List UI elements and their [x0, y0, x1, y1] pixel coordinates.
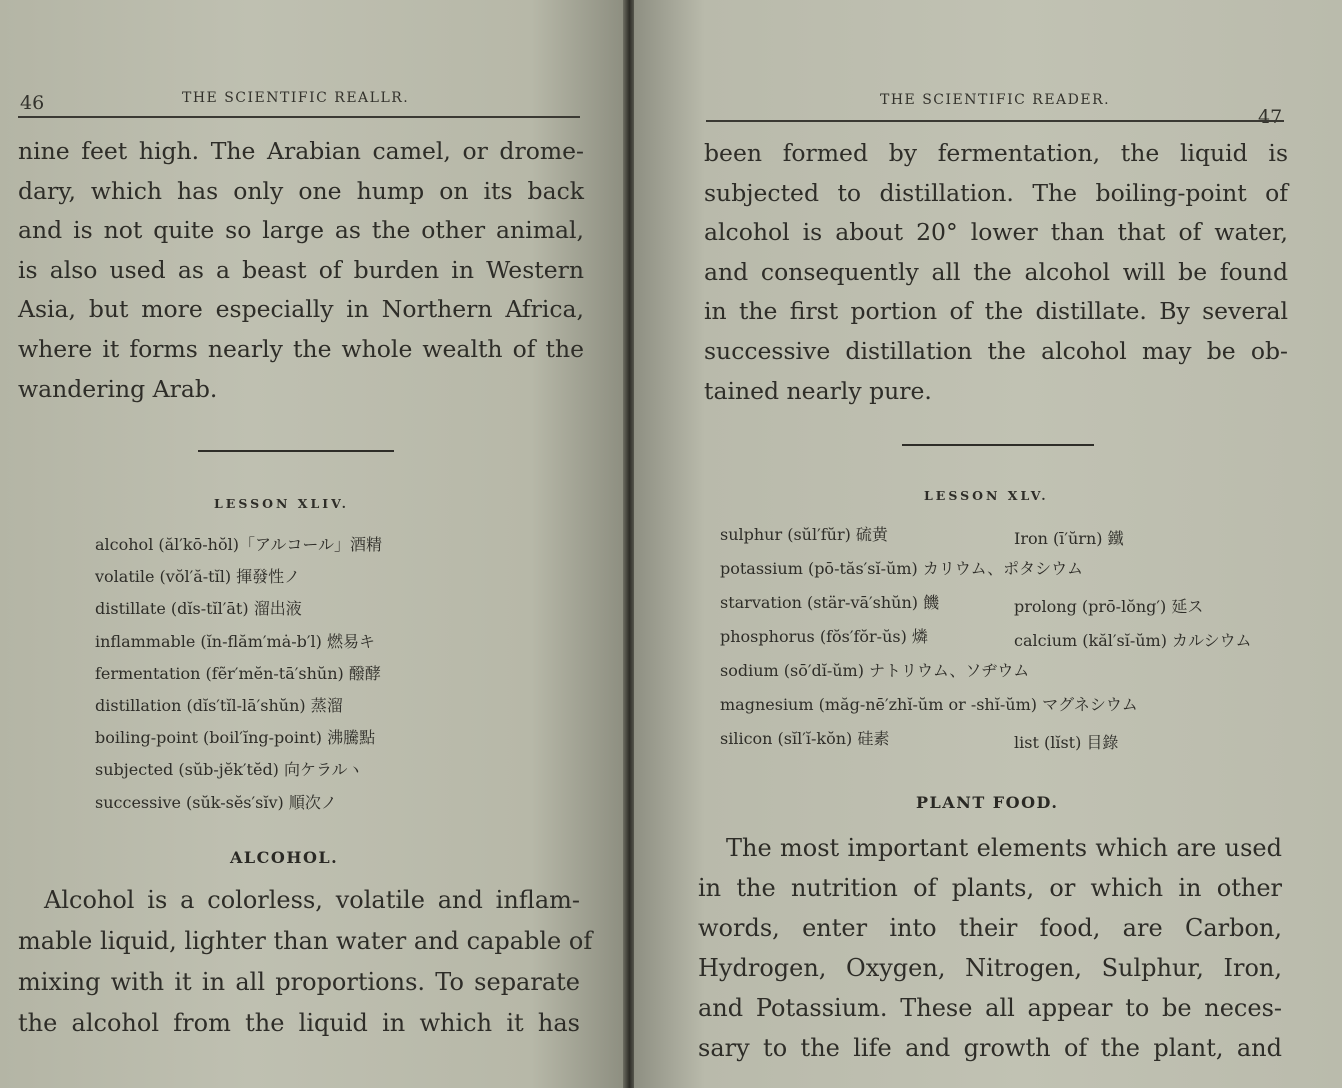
section-title: PLANT FOOD.	[916, 793, 1059, 812]
lesson-title: LESSON XLV.	[924, 488, 1049, 503]
vocab-item: Iron (ī′ŭrn) 鐵	[1014, 529, 1124, 548]
vocab-item: calcium (kăl′sĭ-ŭm) カルシウム	[1014, 631, 1252, 650]
text-line: and Potassium. These all appear to be neces-	[698, 994, 1282, 1022]
text-line: words, enter into their food, are Carbon,	[698, 914, 1282, 942]
paragraph-bottom	[18, 880, 593, 1044]
text-line: Asia, but more especially in Northern Africa,	[18, 295, 584, 324]
vocab-item: sodium (sō′dĭ-ŭm) ナトリウム、ソヂウム	[720, 661, 1030, 680]
text-line: alcohol is about 20° lower than that of water,	[704, 218, 1288, 247]
section-divider	[198, 450, 394, 452]
text-line: The most important elements which are used	[726, 834, 1282, 862]
right-page	[634, 0, 1342, 1088]
text-line: mable liquid, lighter than water and capable of	[18, 927, 593, 955]
left-page	[0, 0, 625, 1088]
vocab-item: starvation (stär-vā′shŭn) 饑	[720, 593, 940, 612]
vocab-item: distillate (dĭs-tĭl′āt) 溜出液	[95, 599, 302, 619]
paragraph-top	[18, 132, 584, 409]
header-rule	[18, 116, 580, 118]
text-line: is also used as a beast of burden in Western	[18, 255, 584, 284]
text-line: in the nutrition of plants, or which in other	[698, 874, 1282, 902]
text-line: mixing with it in all proportions. To separate	[18, 968, 580, 996]
text-line: successive distillation the alcohol may be ob-	[704, 336, 1288, 365]
vocab-item: potassium (pō-tăs′sĭ-ŭm) カリウム、ポタシウム	[720, 559, 1083, 578]
section-title: ALCOHOL.	[230, 848, 339, 867]
vocabulary-grid	[720, 522, 1300, 762]
vocab-item: phosphorus (fŏs′fŏr-ŭs) 燐	[720, 627, 928, 646]
vocab-item: inflammable (ĭn-flăm′mȧ-b′l) 燃易キ	[95, 631, 375, 651]
lesson-title: LESSON XLIV.	[214, 496, 349, 511]
vocab-item: alcohol (ăl′kō-hŏl)「アルコール」酒精	[95, 535, 382, 554]
vocab-item: volatile (vŏl′ă-tĭl) 揮發性ノ	[95, 567, 301, 587]
text-line: sary to the life and growth of the plant, and	[698, 1034, 1282, 1062]
text-line: tained nearly pure.	[704, 376, 932, 405]
text-line: dary, which has only one hump on its back	[18, 176, 584, 205]
vocab-item: list (lĭst) 目錄	[1014, 733, 1119, 752]
text-line: in the first portion of the distillate. By several	[704, 297, 1288, 326]
page-number: 46	[20, 92, 45, 114]
vocab-item: silicon (sĭl′ĭ-kŏn) 硅素	[720, 729, 890, 748]
vocab-item: distillation (dĭs′tĭl-lā′shŭn) 蒸溜	[95, 696, 343, 716]
section-divider	[902, 444, 1094, 446]
paragraph-bottom	[698, 828, 1282, 1068]
text-line: Hydrogen, Oxygen, Nitrogen, Sulphur, Iron,	[698, 954, 1282, 982]
text-line: and consequently all the alcohol will be found	[704, 257, 1288, 286]
vocab-item: prolong (prō-lŏng′) 延ス	[1014, 597, 1204, 616]
vocab-item: fermentation (fẽr′mĕn-tā′shŭn) 醱酵	[95, 663, 381, 683]
text-line: nine feet high. The Arabian camel, or drome-	[18, 137, 584, 165]
text-line: where it forms nearly the whole wealth of the	[18, 334, 584, 363]
vocab-item: successive (sŭk-sĕs′sĭv) 順次ノ	[95, 792, 337, 812]
vocab-item: sulphur (sŭl′fŭr) 硫黄	[720, 525, 888, 544]
text-line: the alcohol from the liquid in which it has	[18, 1009, 580, 1037]
text-line: been formed by fermentation, the liquid is	[704, 139, 1288, 167]
vocabulary-list	[95, 529, 382, 819]
vocab-item: magnesium (măg-nē′zhĭ-ŭm or -shĭ-ŭm) マグネシウム	[720, 695, 1138, 714]
vocab-item: subjected (sŭb-jĕk′tĕd) 向ケラルヽ	[95, 760, 364, 780]
text-line: subjected to distillation. The boiling-point of	[704, 178, 1288, 207]
text-line: Alcohol is a colorless, volatile and inflam-	[44, 886, 580, 914]
running-head: THE SCIENTIFIC READER.	[880, 92, 1111, 108]
text-line: wandering Arab.	[18, 374, 218, 403]
vocab-item: boiling-point (boil′ĭng-point) 沸騰點	[95, 728, 376, 748]
page-number: 47	[1258, 106, 1283, 128]
header-rule	[706, 120, 1284, 122]
paragraph-top	[704, 134, 1288, 411]
text-line: and is not quite so large as the other animal,	[18, 216, 584, 245]
running-head: THE SCIENTIFIC REALLR.	[182, 90, 410, 106]
